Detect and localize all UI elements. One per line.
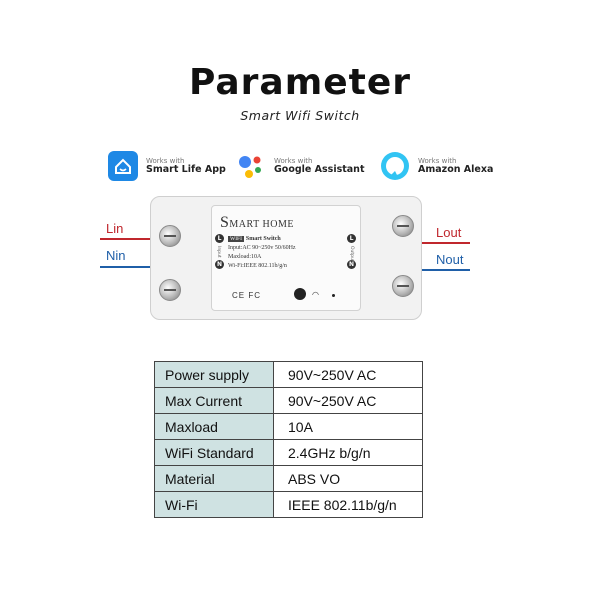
table-row	[155, 492, 423, 518]
page-title: Parameter	[188, 62, 412, 103]
pin-n-out: N	[348, 261, 355, 268]
page-subtitle: Smart Wifi Switch	[240, 108, 360, 123]
screw-icon	[159, 279, 181, 301]
pin-n-in: N	[216, 261, 223, 268]
badge-works-with: Works with	[418, 156, 457, 165]
device-spec-line: Wi-Fi:IEEE 802.11b/g/n	[228, 263, 287, 269]
input-side-label: Input	[216, 246, 221, 258]
google-assistant-icon	[236, 151, 266, 181]
badge-name: Amazon Alexa	[418, 163, 494, 175]
smart-life-app-icon	[108, 151, 138, 181]
badge-works-with: Works with	[146, 156, 185, 165]
wire-label-lout: Lout	[436, 225, 462, 240]
param-key: Power supply	[155, 362, 274, 388]
table-row	[155, 362, 423, 388]
led-indicator	[332, 294, 335, 297]
param-key: Max Current	[155, 388, 274, 414]
smart-switch-device	[150, 196, 422, 320]
badge-name: Smart Life App	[146, 163, 226, 175]
param-value: 2.4GHz b/g/n	[274, 440, 423, 466]
param-value: 90V~250V AC	[274, 362, 423, 388]
param-value: 10A	[274, 414, 423, 440]
output-side-label: Output	[349, 246, 354, 262]
badge-works-with: Works with	[274, 156, 313, 165]
badge-name: Google Assistant	[274, 163, 365, 175]
param-key: Maxload	[155, 414, 274, 440]
pin-l-out: L	[347, 234, 356, 243]
parameter-table	[154, 361, 423, 518]
param-key: Wi-Fi	[155, 492, 274, 518]
device-specs	[228, 235, 296, 271]
screw-icon	[392, 215, 414, 237]
device-product: Smart Switch	[245, 236, 281, 242]
table-row	[155, 440, 423, 466]
power-button	[294, 288, 306, 300]
certification-marks: CE FC	[232, 291, 261, 300]
wire-label-nin: Nin	[106, 248, 126, 263]
param-value: ABS VO	[274, 466, 423, 492]
amazon-alexa-icon	[380, 151, 410, 181]
screw-icon	[392, 275, 414, 297]
wifi-icon: ◠	[312, 290, 319, 299]
param-value: IEEE 802.11b/g/n	[274, 492, 423, 518]
param-value: 90V~250V AC	[274, 388, 423, 414]
table-row	[155, 414, 423, 440]
device-label-panel	[211, 205, 361, 311]
wire-label-lin: Lin	[106, 221, 124, 236]
pin-l-in: L	[215, 234, 224, 243]
wire-label-nout: Nout	[436, 252, 464, 267]
table-row	[155, 388, 423, 414]
param-key: Material	[155, 466, 274, 492]
device-spec-line: Maxload:10A	[228, 254, 262, 260]
wifi-tag: WIFI	[230, 236, 242, 242]
param-key: WiFi Standard	[155, 440, 274, 466]
badge-amazon-alexa	[380, 148, 493, 184]
badge-smart-life	[108, 148, 226, 184]
device-spec-line: Input:AC 90~250v 50/60Hz	[228, 245, 296, 251]
device-brand: SMART HOME	[220, 214, 294, 231]
table-row	[155, 466, 423, 492]
badge-google-assistant	[236, 148, 365, 184]
screw-icon	[159, 225, 181, 247]
